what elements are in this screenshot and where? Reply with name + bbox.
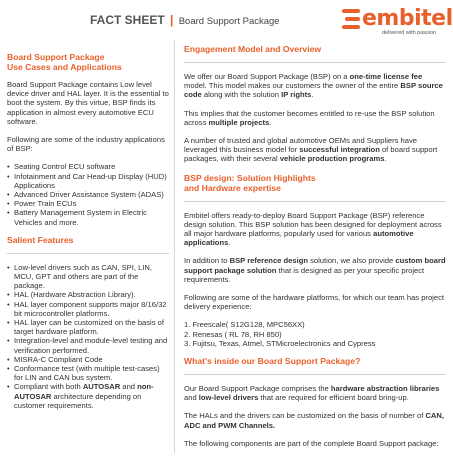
applications-intro: Following are some of the industry applications of BSP: bbox=[7, 135, 165, 154]
channels-paragraph: The HALs and the drivers can be customized on the basis of number of CAN, ADC and PWM Channels. bbox=[184, 411, 445, 430]
list-item: • Compliant with both AUTOSAR and non-AUTOSAR architecture depending on customer requirements. bbox=[7, 382, 169, 410]
hal-paragraph: Our Board Support Package comprises the hardware abstraction libraries and low-level drivers that are required for efficient board bring-up. bbox=[184, 384, 440, 403]
embitel-logo-icon bbox=[342, 9, 360, 29]
salient-features-heading: Salient Features bbox=[7, 234, 74, 245]
fact-sheet-subtitle: Board Support Package bbox=[178, 16, 280, 27]
list-item: • HAL (Hardware Abstraction Library). bbox=[7, 290, 169, 299]
header bbox=[0, 0, 453, 38]
platforms-intro: Following are some of the hardware platforms, for which our team has project delivery experience: bbox=[184, 293, 444, 312]
list-item: 3. Fujitsu, Texas, Atmel, STMicroelectronics and Cypress bbox=[184, 338, 376, 348]
logo-wordmark: embitel bbox=[362, 6, 453, 31]
bsp-design-heading: BSP design: Solution Highlights and Hardware expertise bbox=[184, 172, 316, 193]
fact-sheet-title: FACT SHEET | Board Support Package bbox=[90, 13, 280, 27]
list-item: • Battery Management System in Electric Vehicles and more. bbox=[7, 208, 169, 226]
custom-bsp-paragraph: In addition to BSP reference design solution, we also provide custom board support package solution that is designed as per your specific project requirements. bbox=[184, 256, 446, 284]
right-column bbox=[184, 44, 446, 457]
platforms-list bbox=[184, 320, 446, 348]
list-item: • HAL layer component supports major 8/16/32 bit microcontroller platforms. bbox=[7, 300, 169, 318]
list-item: • Power Train ECUs bbox=[7, 199, 169, 208]
left-column bbox=[7, 52, 169, 418]
list-item: 1. Freescale( S12G128, MPC56XX) bbox=[184, 320, 305, 330]
list-item: • Conformance test (with multiple test-cases) for LIN and CAN bus system. bbox=[7, 364, 169, 382]
reuse-paragraph: This implies that the customer becomes entitled to re-use the BSP solution across multiple projects. bbox=[184, 108, 435, 127]
applications-list bbox=[7, 162, 169, 226]
use-cases-heading: Board Support Package Use Cases and Applications bbox=[7, 52, 122, 72]
list-item: • Low-level drivers such as CAN, SPI, LIN, MCU, GPT and others are part of the package. bbox=[7, 263, 169, 291]
list-item: • Advanced Driver Assistance System (ADAS) bbox=[7, 190, 169, 199]
list-item: • Seating Control ECU software bbox=[7, 162, 169, 171]
list-item: • Infotainment and Car Head-up Display (HUD) Applications bbox=[7, 172, 169, 190]
oem-paragraph: A number of trusted and global automotive OEMs and Suppliers have leveraged this business model for successful integration of board support packages, with their several vehicle production programs. bbox=[184, 136, 438, 164]
list-item: • MISRA-C Compliant Code bbox=[7, 355, 169, 364]
embitel-logo bbox=[342, 6, 453, 36]
reference-design-paragraph: Embitel offers ready-to-deploy Board Support Package (BSP) reference design solution. This BSP solution has been designed for deployment across all major hardware platforms, popularly used for various automotive applications. bbox=[184, 210, 442, 248]
section-rule bbox=[184, 62, 446, 63]
section-rule bbox=[184, 201, 446, 202]
title-separator: | bbox=[170, 13, 174, 27]
license-paragraph: We offer our Board Support Package (BSP) on a one-time license fee model. This model makes our customers the owner of the entire BSP source code along with the solution IP rights. bbox=[184, 72, 443, 100]
list-item: 2. Renesas ( RL 78, RH 850) bbox=[184, 329, 282, 339]
list-item: • Integration-level and module-level testing and verification performed. bbox=[7, 336, 169, 354]
whats-inside-heading: What's inside our Board Support Package? bbox=[184, 356, 361, 367]
list-item: • HAL layer can be customized on the basis of target hardware platform. bbox=[7, 318, 169, 336]
components-intro: The following components are part of the complete Board Support package: bbox=[184, 438, 439, 448]
section-rule bbox=[184, 374, 446, 375]
engagement-heading: Engagement Model and Overview bbox=[184, 44, 322, 54]
column-divider bbox=[174, 40, 175, 453]
features-list bbox=[7, 263, 169, 410]
section-rule bbox=[7, 253, 169, 254]
bsp-intro-paragraph: Board Support Package contains Low level device driver and HAL layer. It is the essential to boot the system. By this virtue, BSP finds its application in almost every automotive ECU software. bbox=[7, 80, 169, 126]
logo-tagline: delivered with passion bbox=[382, 30, 437, 36]
